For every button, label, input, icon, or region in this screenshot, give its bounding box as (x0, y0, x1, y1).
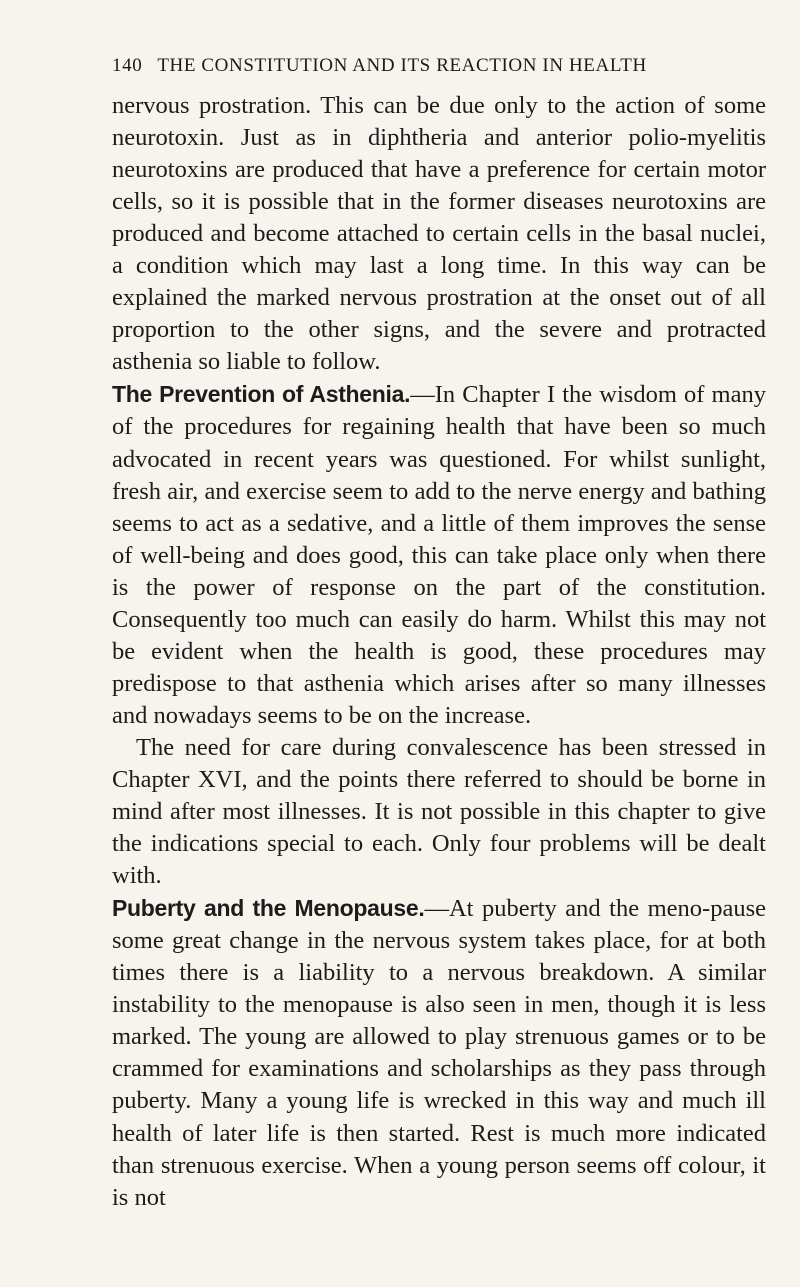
paragraph-text: The need for care during convalescence has been stressed in Chapter XVI, and the points there referred to should be borne in mind after most illnesses. It is not possible in this chapter to give the indications special to each. Only four problems will be dealt with. (112, 733, 766, 890)
page-number: 140 (112, 55, 143, 76)
running-title: THE CONSTITUTION AND ITS REACTION IN HEALTH (157, 55, 647, 76)
run-in-heading: Puberty and the Menopause. (112, 895, 425, 922)
run-in-heading: The Prevention of Asthenia. (112, 381, 411, 408)
paragraph-puberty-and-menopause (112, 892, 766, 1213)
paragraph-continuation (112, 90, 766, 378)
paragraph-text: —At puberty and the meno-pause some great change in the nervous system takes place, for at both times there is a liability to a nervous breakdown. A similar instability to the menopause is also seen in men, though it is less marked. The young are allowed to play strenuous games or to be crammed for examinations and scholarships as they pass through puberty. Many a young life is wrecked in this way and much ill health of later life is then started. Rest is much more indicated than strenuous exercise. When a young person seems off colour, it is not (112, 895, 766, 1211)
paragraph-prevention-of-asthenia (112, 378, 766, 732)
body-text (112, 90, 766, 1214)
paragraph-text: nervous prostration. This can be due only to the action of some neurotoxin. Just as in diphtheria and anterior polio-myelitis neurotoxins are produced that have a preference for certain motor cells, so it is possible that in the former diseases neurotoxins are produced and become attached to certain cells in the basal nuclei, a condition which may last a long time. In this way can be explained the marked nervous prostration at the onset out of all proportion to the other signs, and the severe and protracted asthenia so liable to follow. (112, 92, 766, 376)
running-header (112, 55, 732, 77)
paragraph-text: —In Chapter I the wisdom of many of the procedures for regaining health that have been so much advocated in recent years was questioned. For whilst sunlight, fresh air, and exercise seem to add to the nerve energy and bathing seems to act as a sedative, and a little of them improves the sense of well-being and does good, this can take place only when there is the power of response on the part of the constitution. Consequently too much can easily do harm. Whilst this may not be evident when the health is good, these procedures may predispose to that asthenia which arises after so many illnesses and nowadays seems to be on the increase. (112, 381, 766, 729)
paragraph-convalescence (112, 732, 766, 892)
